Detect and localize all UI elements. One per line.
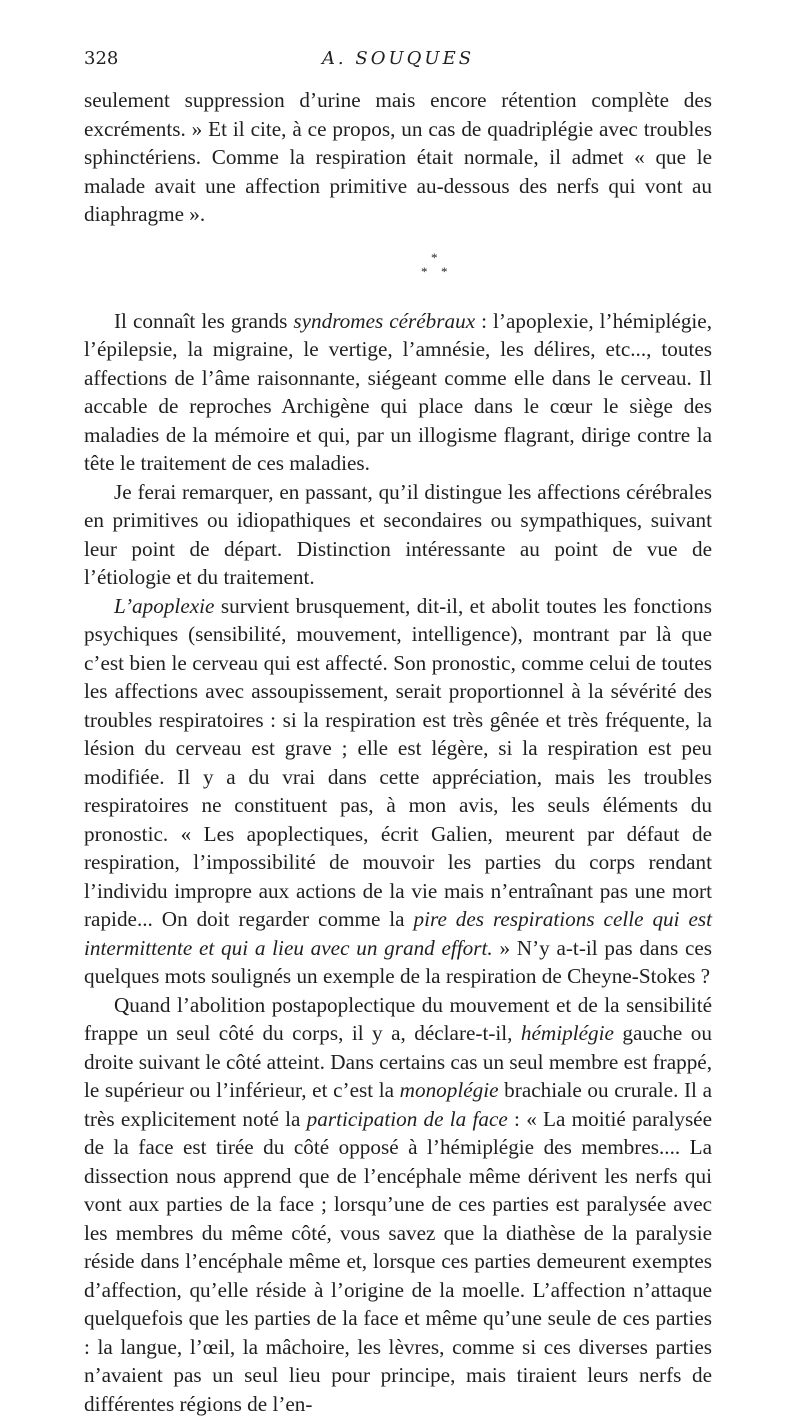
page-number: 328	[84, 48, 118, 69]
italic-term: L’apoplexie	[114, 594, 214, 618]
paragraph-3	[84, 478, 712, 592]
asterism-star: *	[431, 251, 438, 264]
body-text	[84, 86, 712, 1418]
text-run: seulement suppression d’urine mais encore rétention complète des excréments. » Et il cite, à ce propos, un cas de quadriplégie avec troubles sphinctériens. Comme la respiration était normale, il admet « que le malade avait une affection primitive au-dessous des nerfs qui vont au diaphragme ».	[84, 88, 712, 226]
running-title: A. SOUQUES	[84, 48, 712, 69]
paragraph-5	[84, 991, 712, 1418]
text-run: Il connaît les grands	[114, 309, 293, 333]
page-header	[84, 48, 712, 72]
text-run: : « La moitié paralysée de la face est tirée du côté opposé à l’hémiplégie des membres.... La dissection nous apprend que de l’encéphale même dérivent les nerfs qui vont aux parties de la face ; lorsqu’une de ces parties est paralysée avec les membres du même côté, vous savez que la diathèse de la paralysie réside dans l’encéphale même et, lorsque ces parties demeurent exemptes d’affection, qu’elle réside à l’origine de la moelle. L’affection n’attaque quelquefois que les parties de la face et même qu’une seule de ces parties : la langue, l’œil, la mâchoire, les lèvres, comme si ces diverses parties n’avaient pas un seul lieu pour principe, mais tiraient leurs nerfs de différentes régions de l’en-	[84, 1107, 712, 1416]
paragraph-1	[84, 86, 712, 229]
italic-term: hémiplégie	[521, 1021, 614, 1045]
text-run: Quand l’abolition postapoplectique du mouvement et de la sensibilité frappe un seul côté du corps, il y a, déclare-t-il,	[84, 993, 712, 1046]
paragraph-4	[84, 592, 712, 991]
text-run: : l’apoplexie, l’hémiplégie, l’épilepsie, la migraine, le vertige, l’amnésie, les délires, etc..., toutes affections de l’âme raisonnante, siégeant comme elle dans le cerveau. Il accable de reproches Archigène qui place dans le cœur le siège des maladies de la mémoire et qui, par un illogisme flagrant, dirige contre la tête le traitement de ces maladies.	[84, 309, 712, 476]
italic-term: monoplégie	[400, 1078, 499, 1102]
italic-term: participation de la face	[307, 1107, 508, 1131]
asterism-star: *	[421, 265, 428, 278]
text-run: brachiale ou crurale. Il a très explicitement noté la	[84, 1078, 712, 1131]
paragraph-2	[84, 307, 712, 478]
italic-term: syndromes cérébraux	[293, 309, 475, 333]
text-run: » N’y a-t-il pas dans ces quelques mots soulignés un exemple de la respiration de Cheyne-Stokes ?	[84, 936, 712, 989]
section-separator	[84, 229, 712, 307]
italic-quote: pire des respirations celle qui est intermittente et qui a lieu avec un grand effort.	[84, 907, 712, 960]
text-run: Je ferai remarquer, en passant, qu’il distingue les affections cérébrales en primitives ou idiopathiques et secondaires ou sympathiques, suivant leur point de départ. Distinction intéressante au point de vue de l’étiologie et du traitement.	[84, 480, 712, 590]
asterism-star: *	[441, 265, 448, 278]
text-run: survient brusquement, dit-il, et abolit toutes les fonctions psychiques (sensibilité, mouvement, intelligence), montrant par là que c’est bien le cerveau qui est affecté. Son pronostic, comme celui de toutes les affections avec assoupissement, serait proportionnel à la sévérité des troubles respiratoires : si la respiration est très gênée et très fréquente, la lésion du cerveau est grave ; elle est légère, si la respiration est peu modifiée. Il y a du vrai dans cette appréciation, mais les troubles respiratoires ne constituent pas, à mon avis, les seuls éléments du pronostic. « Les apoplectiques, écrit Galien, meurent par défaut de respiration, l’impossibilité de mouvoir les parties du corps rendant l’individu impropre aux actions de la vie mais n’entraînant pas une mort rapide... On doit regarder comme la	[84, 594, 712, 932]
text-run: gauche ou droite suivant le côté atteint. Dans certains cas un seul membre est frappé, le supérieur ou l’inférieur, et c’est la	[84, 1021, 712, 1102]
